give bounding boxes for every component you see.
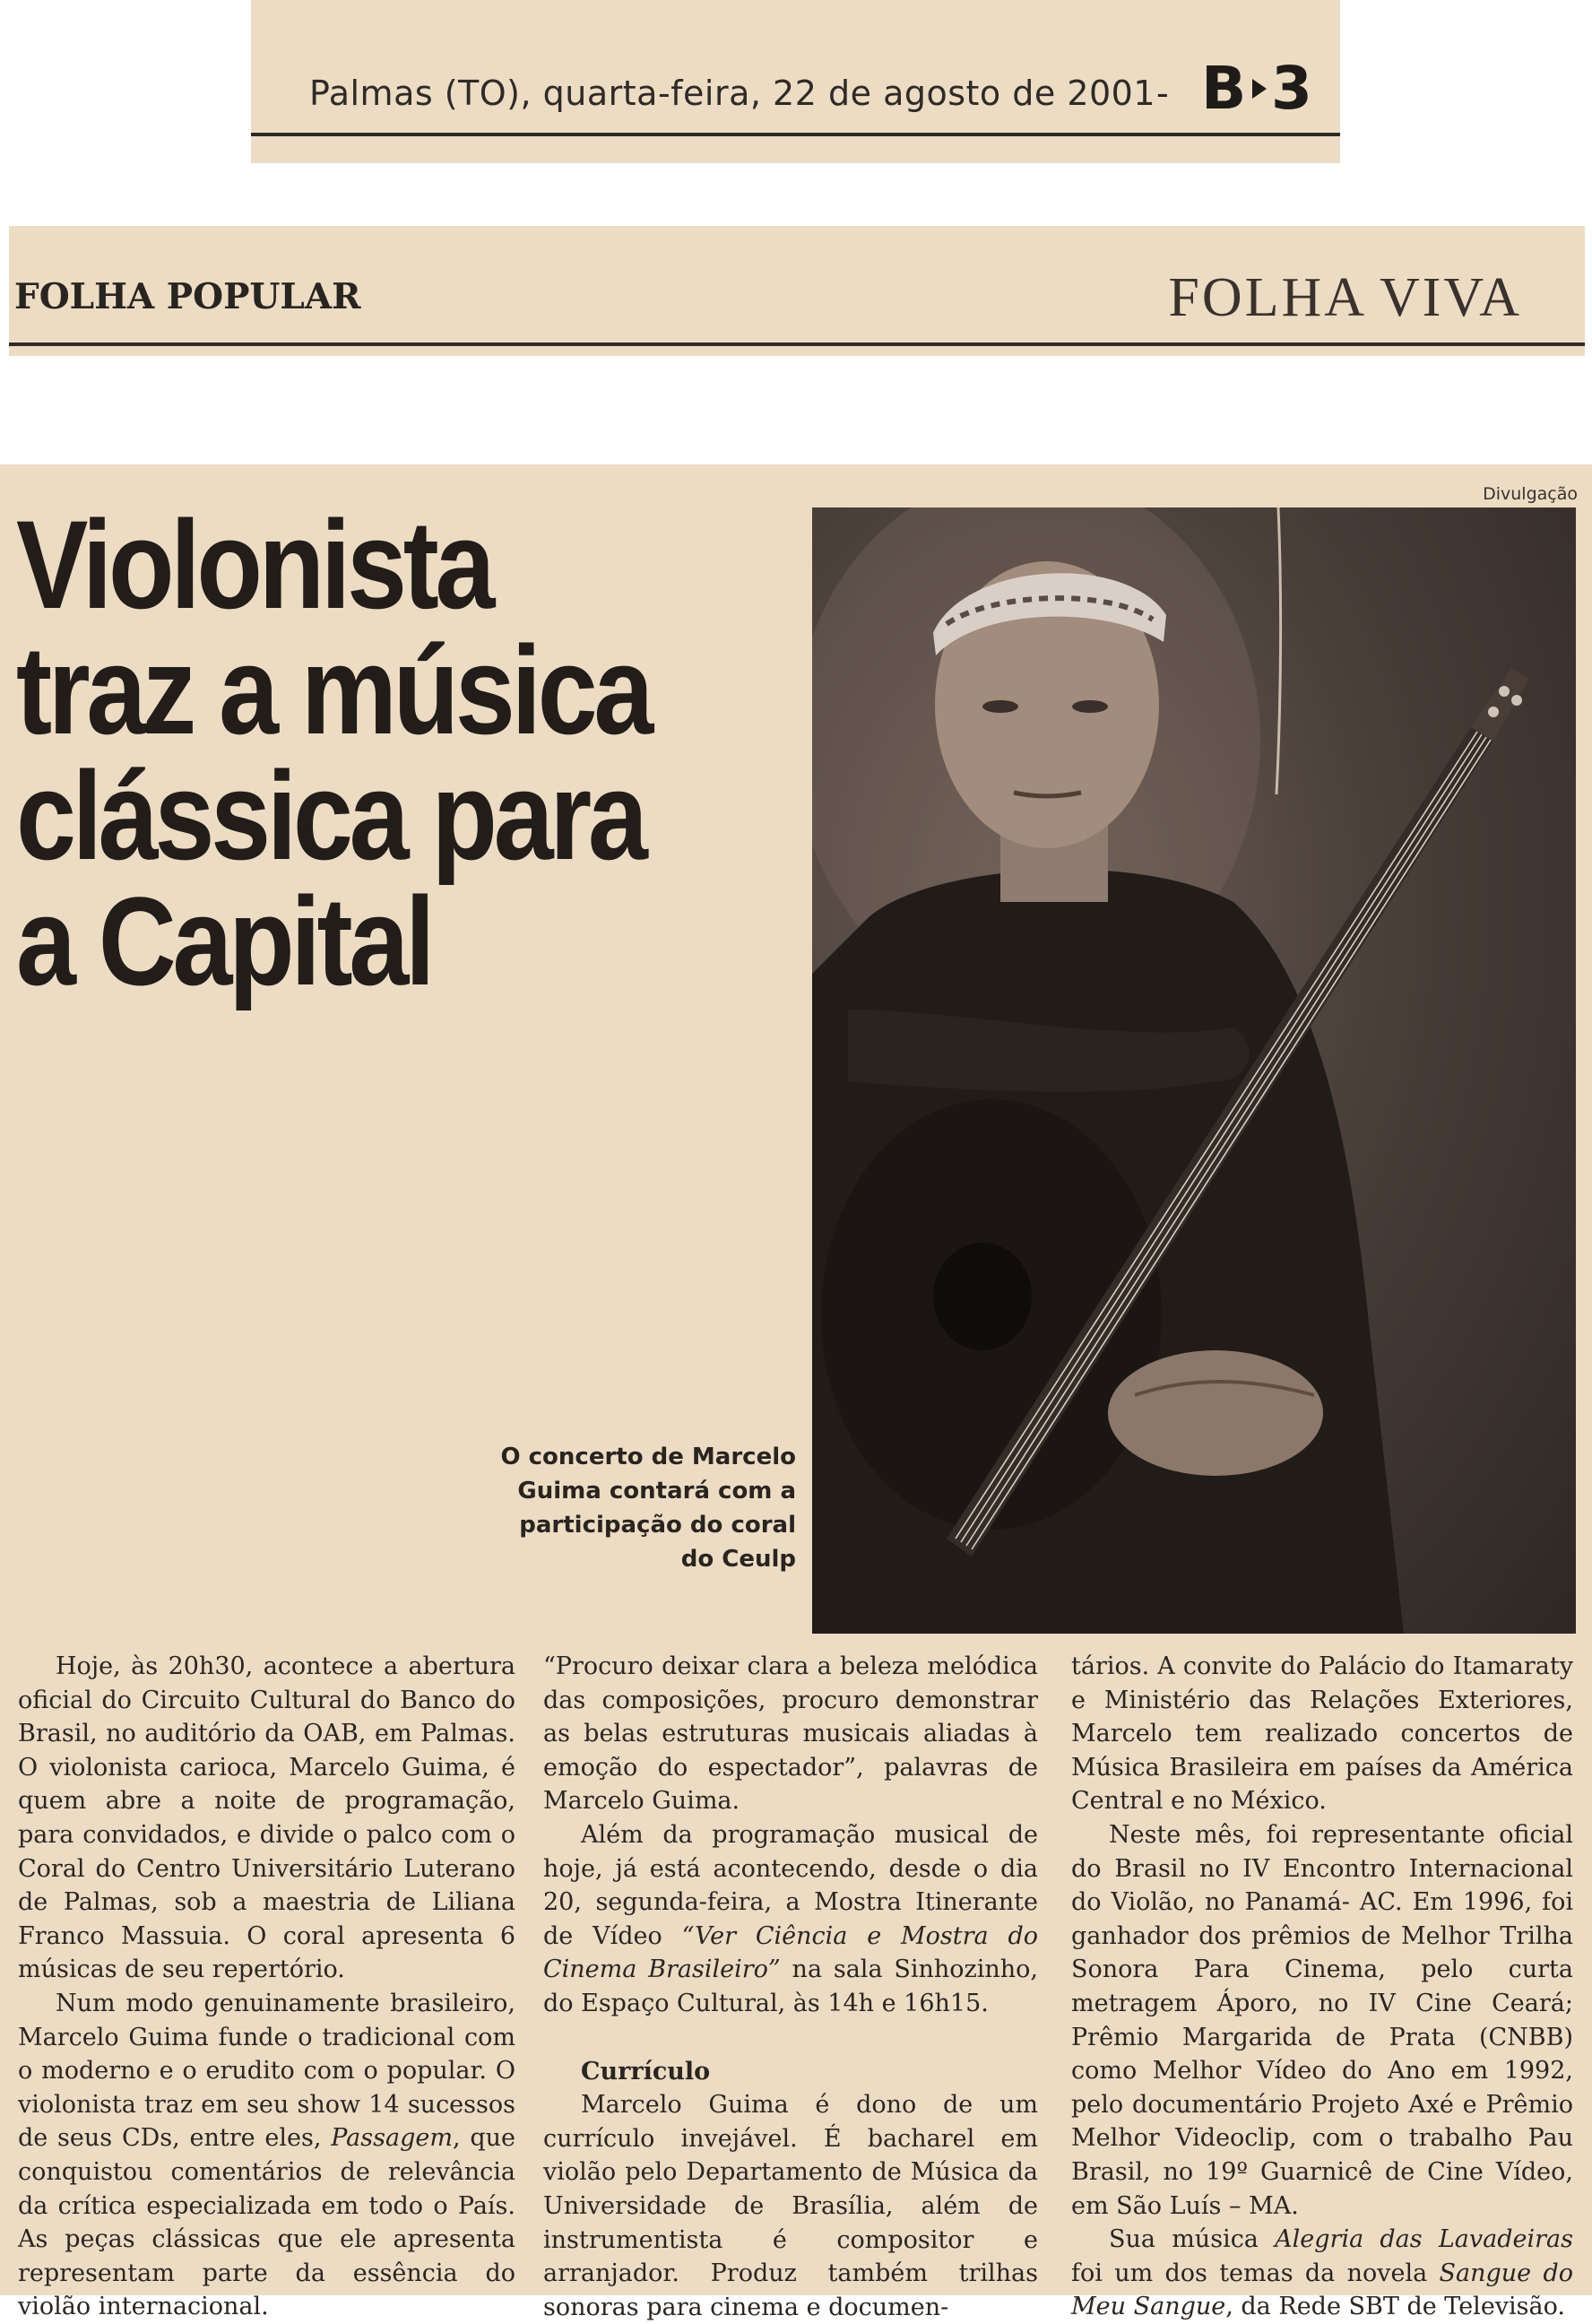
paragraph	[543, 1818, 1038, 2021]
guitarist-illustration	[812, 507, 1576, 1634]
text-run: , da Rede SBT de Televisão.	[1225, 2293, 1565, 2321]
dateline-separator: -	[1156, 74, 1169, 113]
text-run: , que conquistou comentários de relevância da crítica especializada em todo o País. As peças clássicas que ele apresenta representam parte da essência do violão internacional.	[18, 2124, 515, 2321]
exhibition-title: “Ver Ciência e Mostra do Cinema Brasileiro”	[543, 1921, 1038, 1984]
photo-caption	[466, 1440, 796, 1576]
text-run: Além da programação musical de hoje, já está acontecendo, desde o dia 20, segunda-feira, a Mostra Itinerante de Vídeo	[543, 1820, 1038, 1950]
subhead-curriculo: Currículo	[581, 2057, 711, 2086]
paragraph: Marcelo Guima é dono de um currículo invejável. É bacharel em violão pelo Departamento de Música da Universidade de Brasília, além de instrumentista é compositor e arranjador. Produz também trilhas sonoras para cinema e documen-	[543, 2091, 1038, 2321]
dateline-rule	[251, 133, 1340, 136]
caption-line: participação do coral	[519, 1512, 796, 1539]
newspaper-name: FOLHA POPULAR	[14, 276, 361, 317]
section-header-clipping	[9, 226, 1585, 356]
song-title: Alegria das Lavadeiras	[1275, 2225, 1573, 2254]
paragraph: tários. A convite do Palácio do Itamaraty e Ministério das Relações Exteriores, Marcelo tem realizado concertos de Música Brasileira em países da América Central e no México.	[1071, 1652, 1573, 1816]
novela-title: Sangue do Meu Sangue	[1071, 2259, 1573, 2321]
headline-line: clássica para	[16, 745, 645, 886]
photo-credit: Divulgação	[1483, 484, 1578, 504]
dateline-text: Palmas (TO), quarta-feira, 22 de agosto de 2001	[309, 74, 1156, 113]
article-clipping	[0, 464, 1592, 2321]
guitarist-photo	[812, 507, 1576, 1634]
text-run: Num modo genuinamente brasileiro, Marcelo Guima funde o tradicional com o moderno e o erudito com o popular. O violonista traz em seu show 14 sucessos de seus CDs, entre eles,	[18, 1989, 515, 2153]
headline-line: traz a música	[16, 620, 651, 760]
paragraph	[1071, 2223, 1573, 2324]
article-column-2	[543, 1650, 1038, 2324]
section-rule	[9, 343, 1585, 346]
paragraph: Hoje, às 20h30, acontece a abertura oficial do Circuito Cultural do Banco do Brasil, no auditório da OAB, em Palmas. O violonista carioca, Marcelo Guima, é quem abre a noite de programação, para convidados, e divide o palco com o Coral do Centro Universitário Luterano de Palmas, sob a maestria de Liliana Franco Massuia. O coral apresenta 6 músicas de seu repertório.	[18, 1652, 515, 1984]
headline-line: Violonista	[16, 494, 492, 635]
headline-line: a Capital	[16, 871, 432, 1011]
page-number: 3	[1271, 54, 1312, 123]
text-run: foi um dos temas da novela	[1071, 2259, 1440, 2287]
page-arrow-icon	[1252, 79, 1267, 99]
section-name: FOLHA VIVA	[1168, 267, 1522, 328]
dateline-clipping	[251, 0, 1340, 163]
paragraph	[18, 1987, 515, 2324]
article-column-1	[18, 1650, 515, 2324]
text-run: na sala Sinhozinho, do Espaço Cultural, às 14h e 16h15.	[543, 1955, 1038, 2017]
cd-title: Passagem	[331, 2124, 453, 2153]
article-column-3	[1071, 1650, 1573, 2324]
paragraph: “Procuro deixar clara a beleza melódica das composições, procuro demonstrar as belas estruturas musicais aliadas à emoção do espectador”, palavras de Marcelo Guima.	[543, 1652, 1038, 1816]
text-run: Sua música	[1109, 2225, 1276, 2254]
paragraph: Neste mês, foi representante oficial do Brasil no IV Encontro Internacional do Violão, no Panamá- AC. Em 1996, foi ganhador dos prêmios de Melhor Trilha Sonora Para Cinema, pelo curta metragem Áporo, no IV Cine Ceará; Prêmio Margarida de Prata (CNBB) como Melhor Vídeo do Ano em 1992, pelo documentário Projeto Axé e Prêmio Melhor Videoclip, com o trabalho Pau Brasil, no 19º Guarnicê de Cine Vídeo, em São Luís – MA.	[1071, 1820, 1573, 2220]
caption-line: Guima contará com a	[517, 1478, 796, 1505]
page-section-letter: B	[1201, 54, 1247, 123]
headline	[16, 494, 695, 1011]
caption-line: O concerto de Marcelo	[500, 1444, 796, 1470]
caption-line: do Ceulp	[680, 1546, 796, 1573]
